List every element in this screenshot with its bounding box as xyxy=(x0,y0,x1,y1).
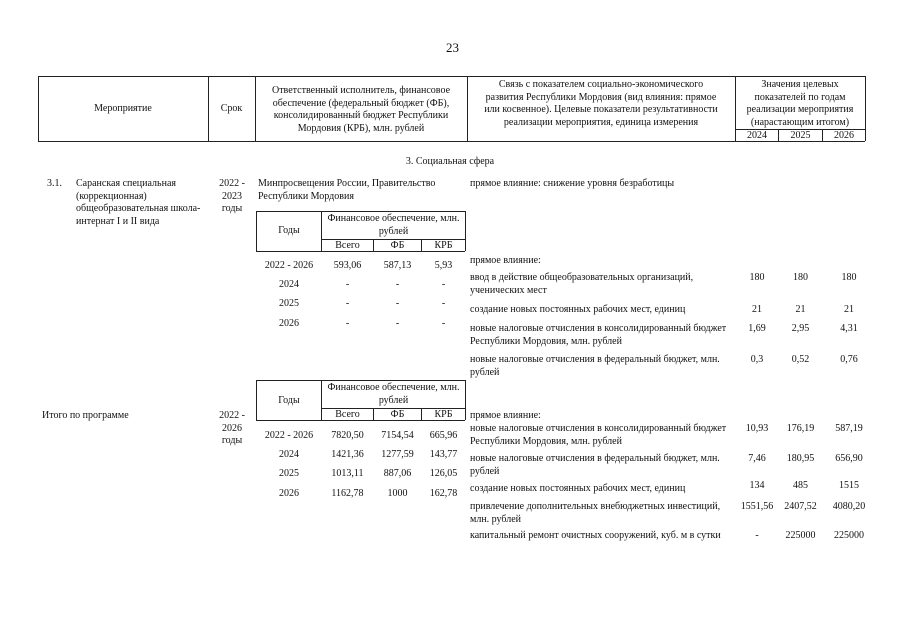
fin-border xyxy=(465,380,466,420)
fin-year: 2025 xyxy=(279,298,299,309)
fin-fb: - xyxy=(395,298,400,309)
indicator-text: создание новых постоянных рабочих мест, единиц xyxy=(470,304,686,315)
fin-year: 2026 xyxy=(279,488,299,499)
indicator-2024: 180 xyxy=(749,272,765,283)
fin-col-years: Годы xyxy=(278,225,300,236)
fin-border xyxy=(465,211,466,251)
total-fin-col-total: Всего xyxy=(335,409,360,420)
indicator-text: новые налоговые отчисления в консолидированный бюджет Республики Мордовия, млн. рублей xyxy=(470,423,727,447)
indicator-2026: 180 xyxy=(841,272,857,283)
fin-krb: 5,93 xyxy=(434,260,453,271)
total-fin-col-fb: ФБ xyxy=(390,409,405,420)
fin-col-fb: ФБ xyxy=(390,240,405,251)
fin-rule xyxy=(256,211,465,212)
fin-total: 1421,36 xyxy=(331,449,364,460)
col-border xyxy=(38,76,39,141)
header-year-2026: 2026 xyxy=(834,130,854,141)
header-executor: Ответственный исполнитель, финансовое обеспечение (федеральный бюджет (ФБ), консолидированный бюджет Республики Мордовия (КРБ), млн. рублей xyxy=(271,85,451,134)
total-influence-label: прямое влияние: xyxy=(470,410,541,421)
header-year-2025: 2025 xyxy=(790,130,811,141)
fin-year: 2026 xyxy=(279,318,299,329)
indicator-text: новые налоговые отчисления в федеральный бюджет, млн. рублей xyxy=(470,354,720,378)
item-influence-top: прямое влияние: снижение уровня безработицы xyxy=(470,178,675,189)
indicator-2026: 4080,20 xyxy=(832,501,866,512)
indicator-2025: 0,52 xyxy=(791,354,810,365)
fin-total: 1013,11 xyxy=(331,468,364,479)
indicator-2024: 10,93 xyxy=(745,423,769,434)
page-number: 23 xyxy=(446,40,459,55)
fin-krb: 162,78 xyxy=(429,488,458,499)
indicator-2024: 1,69 xyxy=(748,323,766,334)
fin-col-krb: КРБ xyxy=(434,240,453,251)
item-executor: Минпросвещения России, Правительство Республики Мордовия xyxy=(258,178,436,202)
fin-total: - xyxy=(345,298,350,309)
fin-krb: 126,05 xyxy=(429,468,458,479)
fin-fb: 587,13 xyxy=(383,260,412,271)
indicator-text: привлечение дополнительных внебюджетных инвестиций, млн. рублей xyxy=(470,501,721,525)
total-term: 2022 - 2026 годы xyxy=(219,410,245,446)
indicator-text: ввод в действие общеобразовательных организаций, ученических мест xyxy=(470,272,694,296)
indicator-text: создание новых постоянных рабочих мест, единиц xyxy=(470,483,686,494)
fin-total: - xyxy=(345,279,350,290)
col-border xyxy=(865,76,866,141)
indicator-text: капитальный ремонт очистных сооружений, куб. м в сутки xyxy=(470,530,721,541)
fin-fb: 1000 xyxy=(387,488,408,499)
indicator-text: новые налоговые отчисления в консолидированный бюджет Республики Мордовия, млн. рублей xyxy=(470,323,727,347)
fin-krb: - xyxy=(441,318,446,329)
indicator-2025: 225000 xyxy=(785,530,816,541)
indicator-2025: 485 xyxy=(793,480,808,491)
indicator-2026: 587,19 xyxy=(835,423,863,434)
indicator-2024: 7,46 xyxy=(748,453,766,464)
indicator-2026: 225000 xyxy=(834,530,864,541)
total-fin-col-fin: Финансовое обеспечение, млн. рублей xyxy=(327,382,460,406)
item-influence-label: прямое влияние: xyxy=(470,255,541,266)
indicator-2025: 21 xyxy=(795,304,806,315)
total-fin-col-krb: КРБ xyxy=(434,409,453,420)
header-top-rule xyxy=(38,76,865,77)
fin-year: 2024 xyxy=(279,449,299,460)
indicator-2024: 134 xyxy=(749,480,765,491)
fin-krb: - xyxy=(441,279,446,290)
fin-krb: 665,96 xyxy=(429,430,458,441)
header-link: Связь с показателем социально-экономического развития Республики Мордовия (вид влияния: прямое или косвенное). Целевые показатели результативности реализации мероприятия, единица измерения xyxy=(484,79,718,128)
fin-total: 1162,78 xyxy=(331,488,364,499)
fin-col-fin: Финансовое обеспечение, млн. рублей xyxy=(327,213,460,237)
fin-year: 2022 - 2026 xyxy=(264,260,314,271)
header-event: Мероприятие xyxy=(94,103,152,114)
fin-fb: - xyxy=(395,279,400,290)
header-year-2024: 2024 xyxy=(747,130,767,141)
indicator-2025: 180 xyxy=(793,272,808,283)
col-border xyxy=(467,76,468,141)
indicator-2025: 176,19 xyxy=(786,423,815,434)
fin-total: 7820,50 xyxy=(331,430,364,441)
fin-year: 2022 - 2026 xyxy=(264,430,314,441)
col-border xyxy=(255,76,256,141)
indicator-2026: 4,31 xyxy=(840,323,858,334)
fin-total: - xyxy=(345,318,350,329)
fin-fb: 887,06 xyxy=(383,468,412,479)
total-fin-col-years: Годы xyxy=(278,395,300,406)
indicator-2026: 1515 xyxy=(839,480,859,491)
indicator-2026: 0,76 xyxy=(840,354,858,365)
header-values: Значения целевых показателей по годам реализации мероприятия (нарастающим итогом) xyxy=(746,79,854,128)
section-title: 3. Социальная сфера xyxy=(405,156,495,167)
header-term: Срок xyxy=(220,103,243,114)
fin-year: 2025 xyxy=(279,468,299,479)
fin-total: 593,06 xyxy=(333,260,362,271)
col-border xyxy=(208,76,209,141)
fin-krb: - xyxy=(441,298,446,309)
indicator-2026: 21 xyxy=(844,304,854,315)
indicator-2026: 656,90 xyxy=(835,453,863,464)
item-term: 2022 - 2023 годы xyxy=(219,178,245,214)
fin-krb: 143,77 xyxy=(429,449,458,460)
indicator-2024: 21 xyxy=(752,304,762,315)
fin-fb: - xyxy=(395,318,400,329)
indicator-2024: 1551,56 xyxy=(740,501,774,512)
fin-col-total: Всего xyxy=(335,240,360,251)
indicator-2024: 0,3 xyxy=(750,354,764,365)
item-number: 3.1. xyxy=(47,178,62,189)
indicator-2025: 180,95 xyxy=(786,453,815,464)
item-name: Саранская специальная (коррекционная) общеобразовательная школа-интернат I и II вида xyxy=(76,178,201,227)
fin-year: 2024 xyxy=(279,279,299,290)
fin-fb: 7154,54 xyxy=(381,430,414,441)
total-name: Итого по программе xyxy=(42,410,129,421)
indicator-text: новые налоговые отчисления в федеральный бюджет, млн. рублей xyxy=(470,453,720,477)
fin-rule xyxy=(256,380,465,381)
indicator-2024: - xyxy=(755,530,759,541)
indicator-2025: 2407,52 xyxy=(784,501,817,512)
fin-fb: 1277,59 xyxy=(381,449,414,460)
indicator-2025: 2,95 xyxy=(791,323,810,334)
